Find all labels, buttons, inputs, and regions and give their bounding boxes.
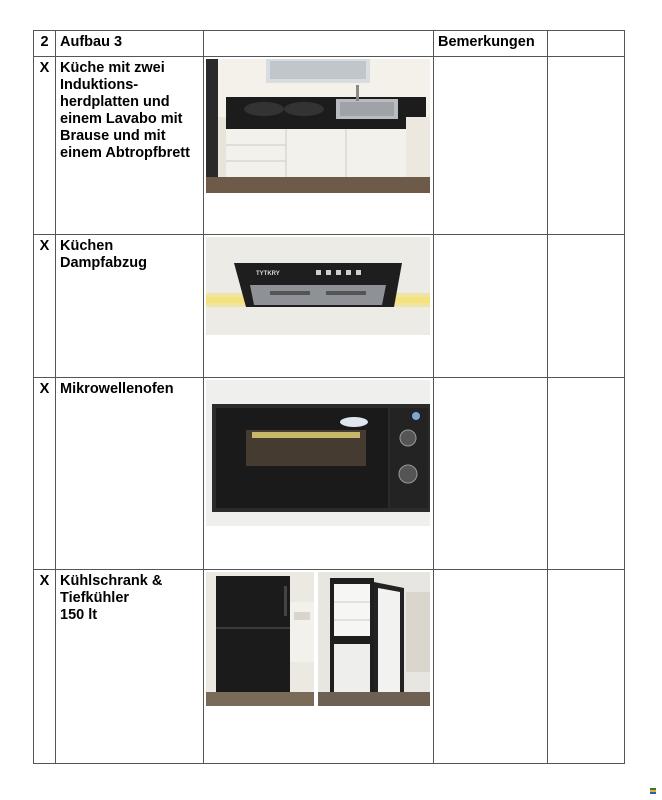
photo-cell <box>204 570 434 764</box>
remarks-cell <box>434 570 548 764</box>
row-check-mark: X <box>34 57 56 235</box>
remarks-cell <box>434 57 548 235</box>
row-label: Kühlschrank & Tiefkühler 150 lt <box>56 570 204 764</box>
photo-cell <box>204 378 434 570</box>
hood-brand-label: TYTKRY <box>256 271 280 277</box>
empty-cell <box>548 235 625 378</box>
section-title: Aufbau 3 <box>56 31 204 57</box>
row-check-mark: X <box>34 235 56 378</box>
table-row <box>34 378 625 570</box>
table-row <box>34 57 625 235</box>
row-label: Küchen Dampfabzug <box>56 235 204 378</box>
photo-cell <box>204 235 434 378</box>
table-row <box>34 235 625 378</box>
remarks-header: Bemerkungen <box>434 31 548 57</box>
remarks-cell <box>434 235 548 378</box>
empty-cell <box>548 57 625 235</box>
photo-cell <box>204 57 434 235</box>
range-hood-photo <box>206 237 433 335</box>
row-label: Mikrowellenofen <box>56 378 204 570</box>
header-photo-cell <box>204 31 434 57</box>
equipment-table <box>33 30 625 764</box>
header-empty-cell <box>548 31 625 57</box>
table-row <box>34 570 625 764</box>
table-header-row <box>34 31 625 57</box>
section-number: 2 <box>34 31 56 57</box>
empty-cell <box>548 378 625 570</box>
kitchen-photo <box>206 59 433 193</box>
row-check-mark: X <box>34 570 56 764</box>
fridge-photos <box>206 572 433 706</box>
microwave-photo <box>206 380 433 526</box>
empty-cell <box>548 570 625 764</box>
row-check-mark: X <box>34 378 56 570</box>
row-label: Küche mit zwei Induktions- herdplatten und einem Lavabo mit Brause und mit einem Abtropfbrett <box>56 57 204 235</box>
corner-mark-icon <box>650 788 656 794</box>
remarks-cell <box>434 378 548 570</box>
